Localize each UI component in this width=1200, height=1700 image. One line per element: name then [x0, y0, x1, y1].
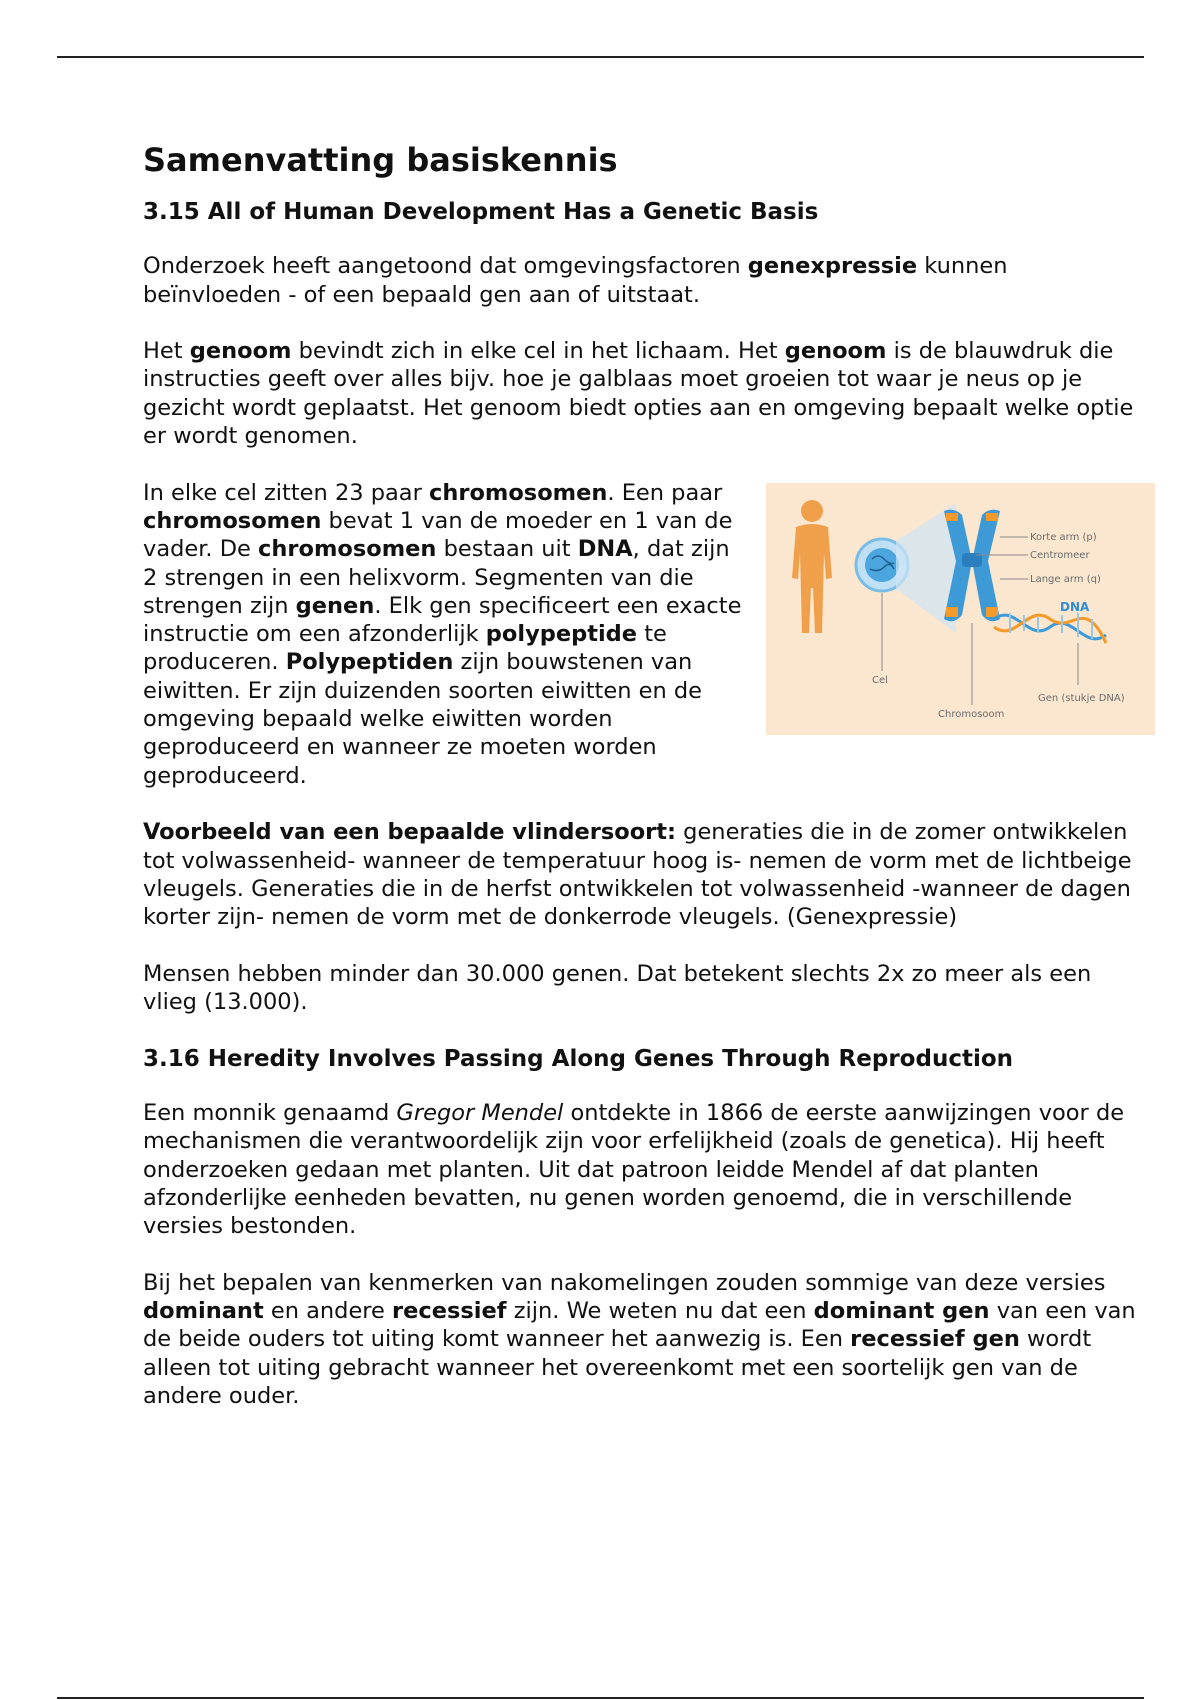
human-silhouette-icon: [792, 500, 832, 633]
section-heading-3-15: 3.15 All of Human Development Has a Genetic Basis: [143, 199, 819, 225]
paragraph-genen-aantal: Mensen hebben minder dan 30.000 genen. Dat betekent slechts 2x zo meer als een vlieg (13.000).: [143, 960, 1092, 1016]
paragraph-chromosomen: In elke cel zitten 23 paar chromosomen. Een paar chromosomen bevat 1 van de moeder en 1 van de vader. De chromosomen bestaan uit DNA, dat zijn 2 strengen in een helixvorm. Segmenten van die strengen zijn genen. Elk gen specificeert een exacte instructie om een afzonderlijk polypeptide te produceren. Polypeptiden zijn bouwstenen van eiwitten. Er zijn duizenden soorten eiwitten en de omgeving bepaald welke eiwitten worden geproduceerd en wanneer ze moeten worden geproduceerd.: [143, 479, 742, 789]
section-heading-3-16: 3.16 Heredity Involves Passing Along Genes Through Reproduction: [143, 1045, 1014, 1072]
label-cell: Cel: [872, 674, 888, 686]
label-centromere: Centromeer: [1030, 549, 1090, 561]
page-title: Samenvatting basiskennis: [143, 141, 618, 179]
top-rule: [57, 56, 1144, 58]
label-short-arm: Korte arm (p): [1030, 531, 1097, 543]
label-chromosome: Chromosoom: [938, 708, 1005, 720]
dna-helix-icon: [994, 613, 1106, 643]
label-gene: Gen (stukje DNA): [1038, 692, 1125, 704]
paragraph-genoom: Het genoom bevindt zich in elke cel in het lichaam. Het genoom is de blauwdruk die instructies geeft over alles bijv. hoe je galblaas moet groeien tot waar je neus op je gezicht wordt geplaatst. Het genoom biedt opties aan en omgeving bepaalt welke optie er wordt genomen.: [143, 338, 1134, 450]
label-dna: DNA: [1060, 599, 1090, 614]
paragraph-genexpressie: Onderzoek heeft aangetoond dat omgevingsfactoren genexpressie kunnen beïnvloeden - of een bepaald gen aan of uitstaat.: [143, 253, 1008, 308]
paragraph-dominant-recessief: Bij het bepalen van kenmerken van nakomelingen zouden sommige van deze versies dominant en andere recessief zijn. We weten nu dat een dominant gen van een van de beide ouders tot uiting komt wanneer het aanwezig is. Een recessief gen wordt alleen tot uiting gebracht wanneer het overeenkomt met een soortelijk gen van de andere ouder.: [143, 1269, 1136, 1409]
document-body: [143, 140, 1143, 1438]
paragraph-mendel: Een monnik genaamd Gregor Mendel ontdekte in 1866 de eerste aanwijzingen voor de mechanismen die verantwoordelijk zijn voor erfelijkheid (zoals de genetica). Hij heeft onderzoeken gedaan met planten. Uit dat patroon leidde Mendel af dat planten afzonderlijke eenheden bevatten, nu genen worden genoemd, die in verschillende versies bestonden.: [143, 1099, 1125, 1240]
bottom-rule: [57, 1697, 1144, 1699]
label-long-arm: Lange arm (q): [1030, 573, 1101, 585]
paragraph-vlindersoort: Voorbeeld van een bepaalde vlindersoort: generaties die in de zomer ontwikkelen tot volwassenheid- wanneer de temperatuur hoog is- nemen de vorm met de lichtbeige vleugels. Generaties die in de herfst ontwikkelen tot volwassenheid -wanneer de dagen korter zijn- nemen de vorm met de donkerrode vleugels. (Genexpressie): [143, 819, 1132, 931]
chromosome-diagram: [766, 483, 1155, 735]
